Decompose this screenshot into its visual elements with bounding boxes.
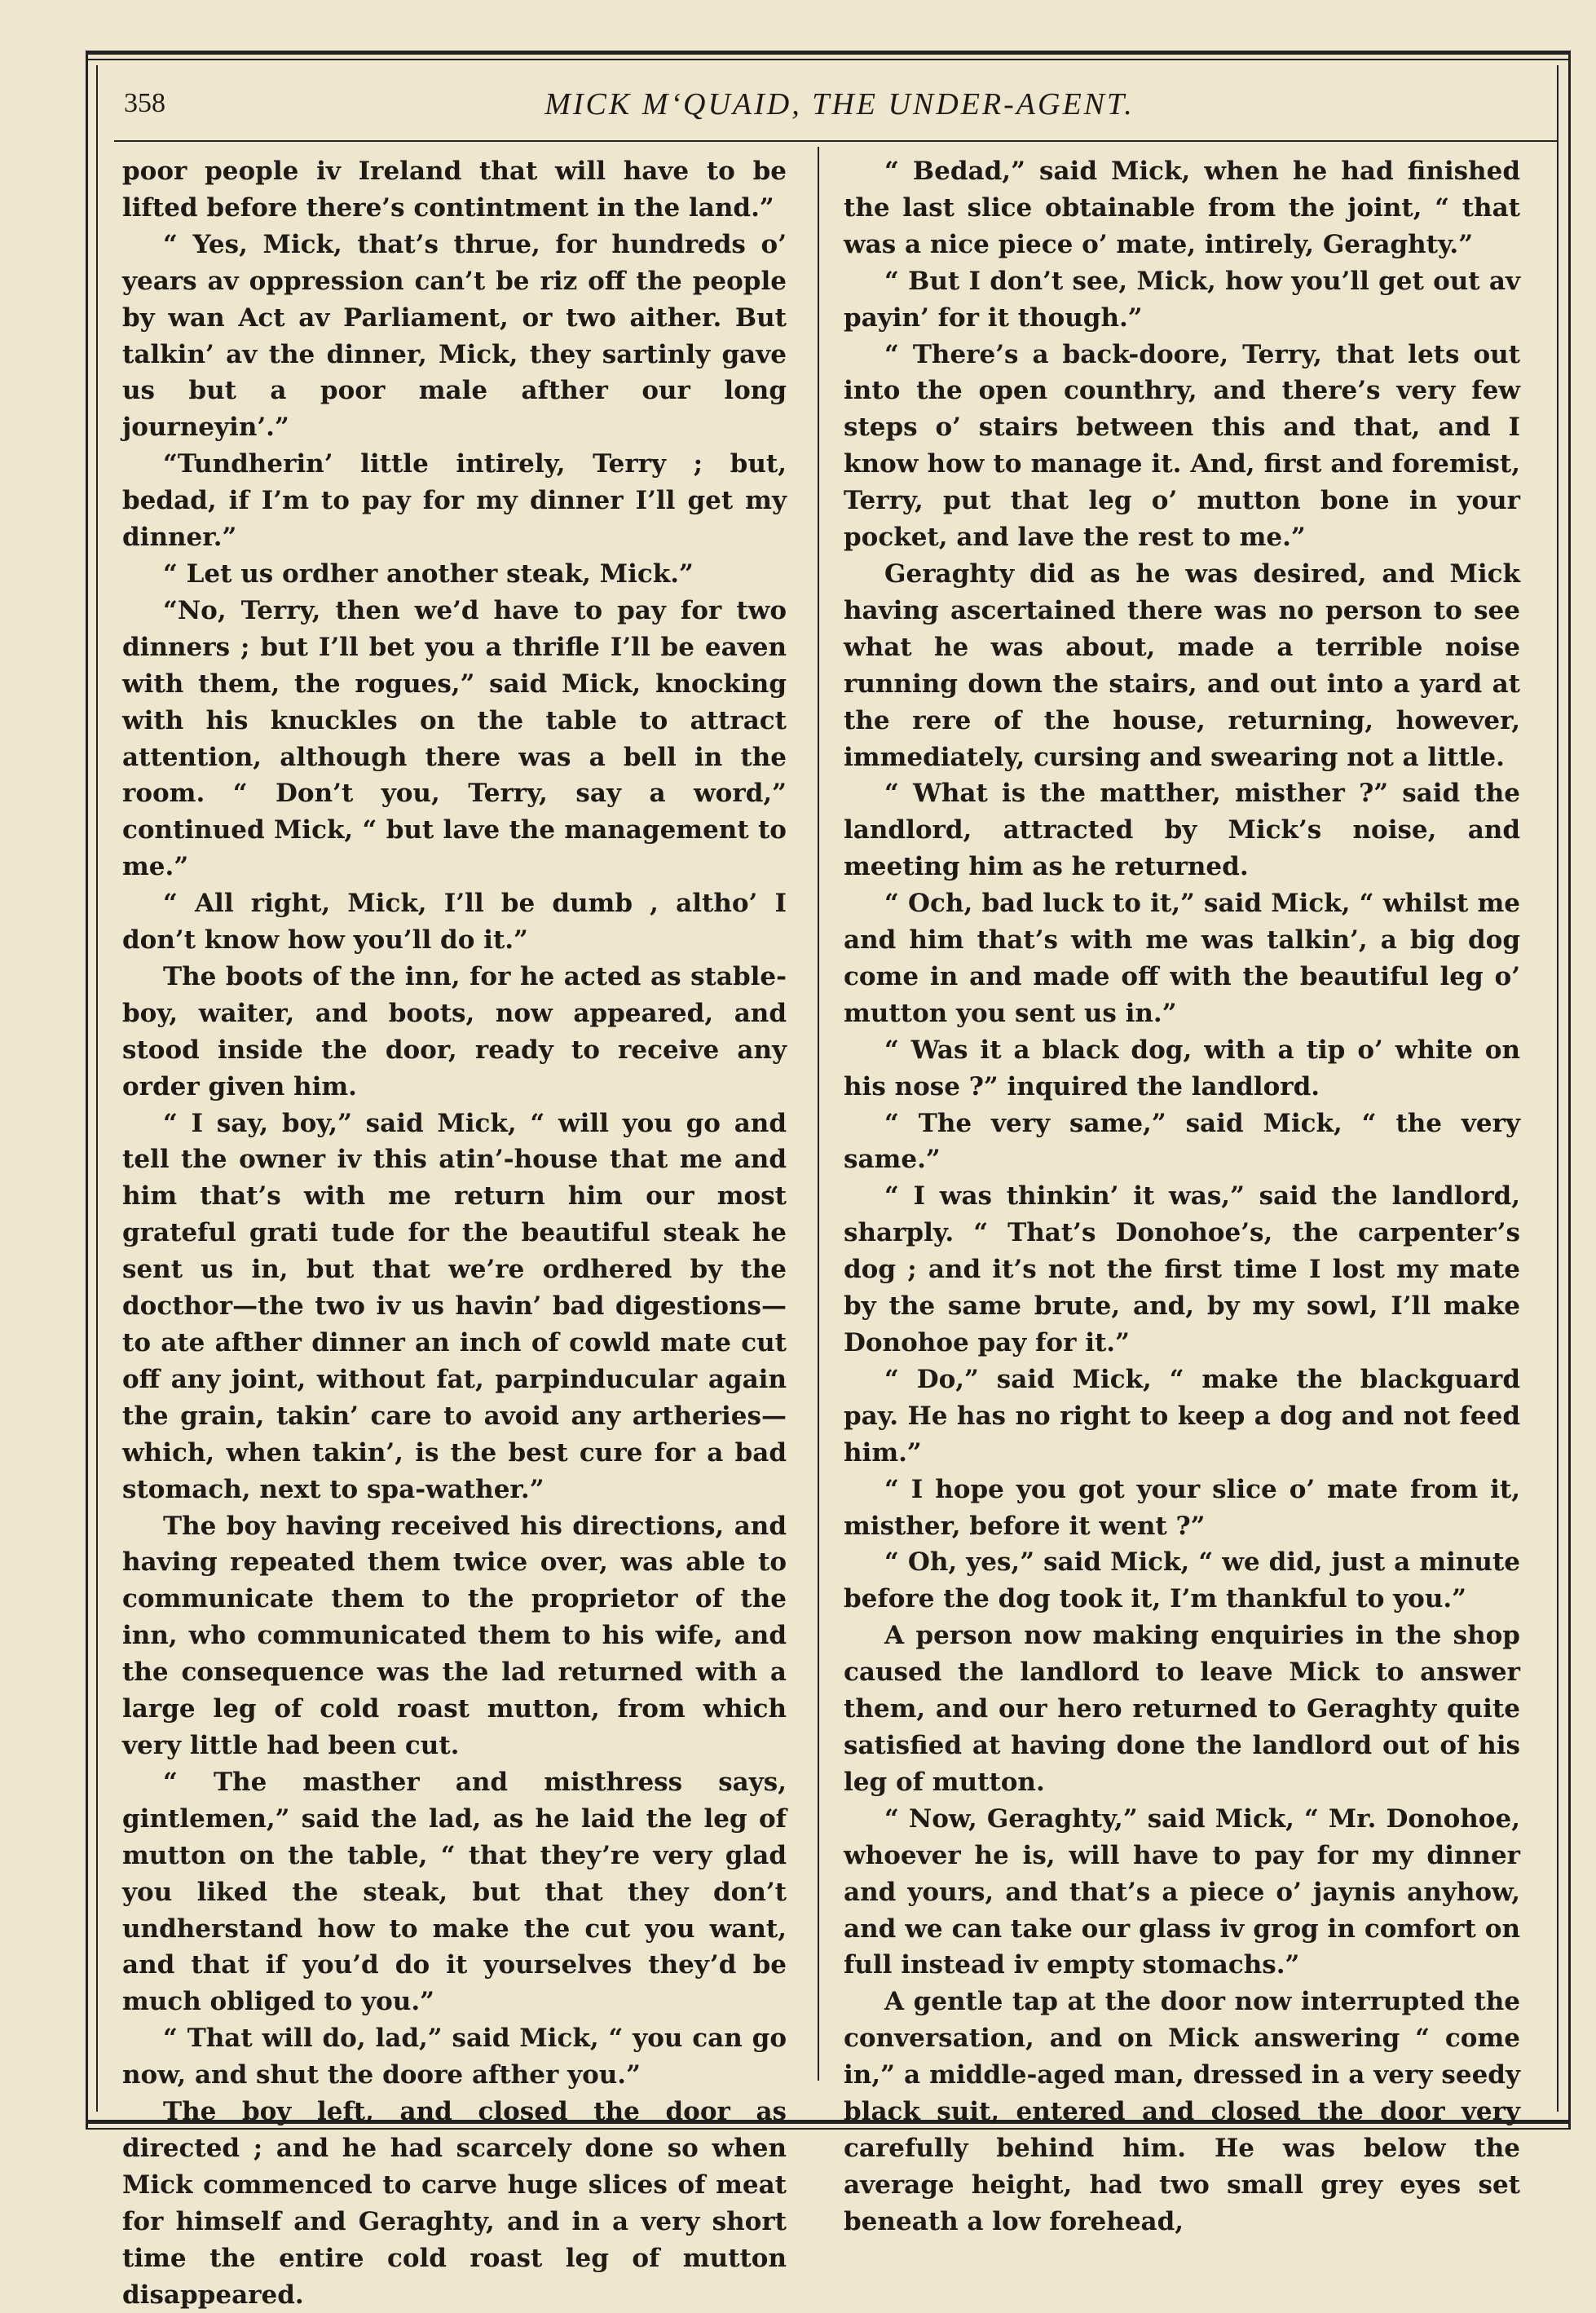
paragraph: “ Let us ordher another steak, Mick.” <box>163 558 694 589</box>
paragraph: The boy left, and closed the door as directed ; and he had scarcely done so when Mick commenced to carve huge slices of meat for himself and Geraghty, and in a very short time the entire cold roast leg of mutton disappeared. <box>122 2097 787 2310</box>
paragraph: “ Oh, yes,” said Mick, “ we did, just a minute before the dog took it, I’m thankful to you.” <box>844 1547 1520 1614</box>
paragraph: “ There’s a back-doore, Terry, that lets out into the open counthry, and there’s very few steps o’ stairs between this and that, and I know how to manage it. And, first and foremist, Terry, put that leg o’ mutton bone in your pocket, and lave the rest to me.” <box>844 339 1520 553</box>
paragraph: “No, Terry, then we’d have to pay for two dinners ; but I’ll bet you a thrifle I’ll be eaven with them, the rogues,” said Mick, knocking with his knuckles on the table to attract attention, although there was a bell in the room. “ Don’t you, Terry, say a word,” continued Mick, “ but lave the management to me.” <box>122 595 787 882</box>
paragraph: “ I hope you got your slice o’ mate from it, misther, before it went ?” <box>844 1474 1520 1541</box>
paragraph: “ I was thinkin’ it was,” said the landlord, sharply. “ That’s Donohoe’s, the carpenter’s dog ; and it’s not the first time I lost my mate by the same brute, and, by my sowl, I’ll make Donohoe pay for it.” <box>844 1181 1520 1357</box>
page-number: 358 <box>124 88 165 118</box>
paragraph: “ Was it a black dog, with a tip o’ white on his nose ?” inquired the landlord. <box>844 1035 1520 1101</box>
paragraph: The boy having received his directions, and having repeated them twice over, was able to communicate them to the proprietor of the inn, who communicated them to his wife, and the consequence was the lad returned with a large leg of cold roast mutton, from which very little had been cut. <box>122 1511 787 1760</box>
top-border-thick <box>86 51 1571 55</box>
running-title: MICK M‘QUAID, THE UNDER-AGENT. <box>544 87 1135 121</box>
paragraph: A person now making enquiries in the shop caused the landlord to leave Mick to answer them, and our hero returned to Geraghty quite satisfied at having done the landlord out of his leg of mutton. <box>844 1621 1520 1797</box>
right-border-outer <box>1568 51 1571 2130</box>
column-divider <box>818 147 819 2081</box>
paragraph: “ But I don’t see, Mick, how you’ll get out av payin’ for it though.” <box>844 266 1520 333</box>
paragraph: “Tundherin’ little intirely, Terry ; but, bedad, if I’m to pay for my dinner I’ll get my dinner.” <box>122 449 787 553</box>
paragraph: “ Do,” said Mick, “ make the blackguard pay. He has no right to keep a dog and not feed him.” <box>844 1364 1520 1468</box>
paragraph: “ The very same,” said Mick, “ the very same.” <box>844 1108 1520 1175</box>
paragraph: Geraghty did as he was desired, and Mick having ascertained there was no person to see what he was about, made a terrible noise running down the stairs, and out into a yard at the rere of the house, returning, however, immediately, cursing and swearing not a little. <box>844 558 1520 772</box>
paragraph: “ Och, bad luck to it,” said Mick, “ whilst me and him that’s with me was talkin’, a big dog come in and made off with the beautiful leg o’ mutton you sent us in.” <box>844 889 1520 1028</box>
paragraph: “ What is the matther, misther ?” said the landlord, attracted by Mick’s noise, and meeting him as he returned. <box>844 779 1520 882</box>
paragraph: The boots of the inn, for he acted as stable-boy, waiter, and boots, now appeared, and stood inside the door, ready to receive any order given him. <box>122 961 787 1101</box>
right-column <box>844 153 1520 2236</box>
paragraph: A gentle tap at the door now interrupted the conversation, and on Mick answering “ come in,” a middle-aged man, dressed in a very seedy black suit, entered and closed the door very carefully behind him. He was below the average height, had two small grey eyes set beneath a low forehead, <box>844 1987 1520 2236</box>
paragraph: “ All right, Mick, I’ll be dumb , altho’ I don’t know how you’ll do it.” <box>122 889 787 956</box>
right-border-inner <box>1557 65 1559 2112</box>
paragraph: “ Now, Geraghty,” said Mick, “ Mr. Donohoe, whoever he is, will have to pay for my dinner and yours, and that’s a piece o’ jaynis anyhow, and we can take our glass iv grog in comfort on full instead iv empty stomachs.” <box>844 1803 1520 1980</box>
paragraph: “ The masther and misthress says, gintlemen,” said the lad, as he laid the leg of mutton on the table, “ that they’re very glad you liked the steak, but that they don’t undherstand how to make the cut you want, and that if you’d do it yourselves they’d be much obliged to you.” <box>122 1767 787 2017</box>
paragraph: poor people iv Ireland that will have to be lifted before there’s contintment in the land.” <box>122 157 787 223</box>
paragraph: “ I say, boy,” said Mick, “ will you go and tell the owner iv this atin’-house that me and him that’s with me return him our most grateful grati tude for the beautiful steak he sent us in, but that we’re ordhered by the docthor—the two iv us havin’ bad digestions—to ate afther dinner an inch of cowld mate cut off any joint, without fat, parpinducular again the grain, takin’ care to avoid any artheries—which, when takin’, is the best cure for a bad stomach, next to spa-wather.” <box>122 1108 787 1504</box>
left-border-inner <box>96 65 98 2112</box>
top-border-thin <box>86 59 1571 60</box>
paragraph: “ Yes, Mick, that’s thrue, for hundreds o’ years av oppression can’t be riz off the people by wan Act av Parliament, or two aither. But talkin’ av the dinner, Mick, they sartinly gave us but a poor male afther our long journeyin’.” <box>122 229 787 443</box>
left-column <box>122 153 787 2310</box>
paragraph: “ That will do, lad,” said Mick, “ you can go now, and shut the doore afther you.” <box>122 2024 787 2090</box>
header-rule <box>114 140 1557 142</box>
left-border-outer <box>86 51 88 2130</box>
paragraph: “ Bedad,” said Mick, when he had finished the last slice obtainable from the joint, “ that was a nice piece o’ mate, intirely, Geraghty.” <box>844 157 1520 259</box>
